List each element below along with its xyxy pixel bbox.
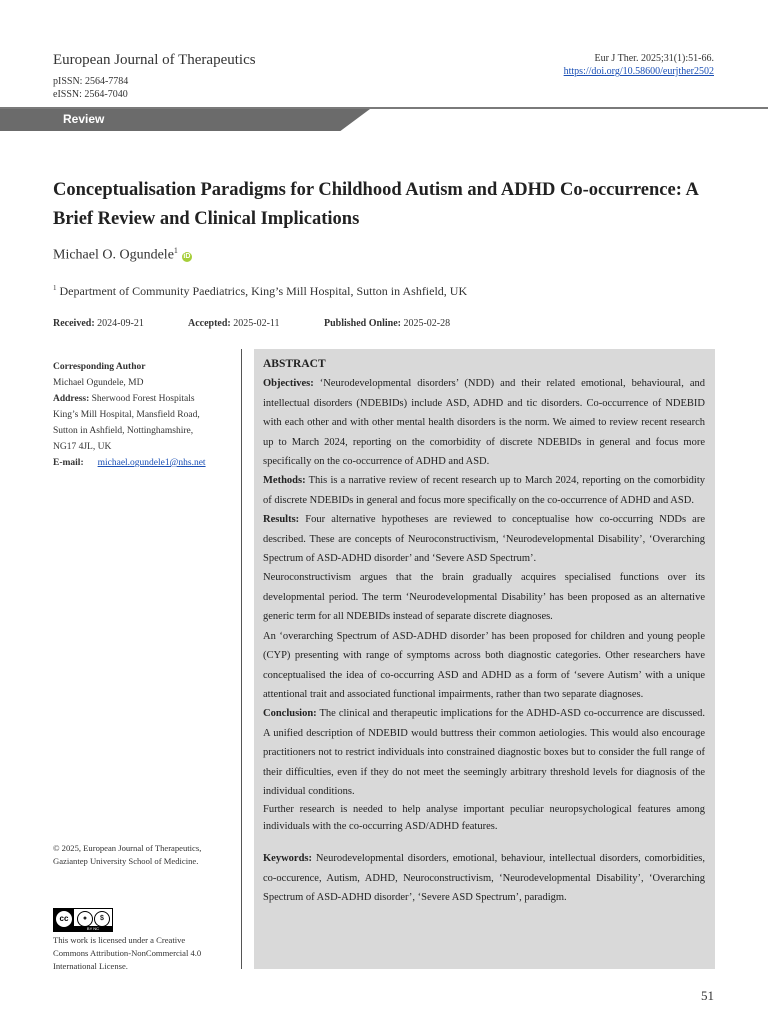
abstract-results: Results: Four alternative hypotheses are reviewed to conceptualise how co-occurring NDDs are described. These are concepts of Neuroconstructivism, ‘Neurodevelopmental Disability’, ‘Overarching Spectrum of ASD-ADHD disorder’ and ‘Severe ASD Spectrum’.	[263, 514, 705, 565]
author-sup: 1	[173, 246, 178, 255]
address-line: NG17 4JL, UK	[53, 442, 112, 452]
abstract-keywords: Keywords: Neurodevelopmental disorders, emotional, behaviour, intellectual disorders, comorbidities, co-occurence, Autism, ADHD, Neuroconstructivism, ‘Neurodevelopmental Disability’, ‘Overarching Spectrum of ASD-ADHD disorder’, ‘Severe ASD Spectrum’, paradigm.	[263, 853, 705, 904]
no-dollar-icon: $	[94, 911, 110, 927]
corresponding-email: E-mail: michael.ogundele1@nhs.net	[53, 458, 206, 468]
doi-link[interactable]: https://doi.org/10.58600/eurjther2502	[563, 66, 714, 77]
cc-badge-strip: BY NC	[74, 926, 112, 931]
corresponding-address: Address: Sherwood Forest Hospitals	[53, 394, 195, 404]
published-date: Published Online: 2025-02-28	[324, 318, 451, 329]
article-type-label: Review	[63, 112, 105, 126]
citation: Eur J Ther. 2025;31(1):51-66.	[594, 53, 714, 64]
orcid-icon[interactable]: iD	[183, 252, 191, 260]
email-link[interactable]: michael.ogundele1@nhs.net	[97, 458, 206, 468]
abstract-further: Further research is needed to help analyse important peculiar neuropsychological features among individuals with the co-occurring ASD/ADHD features.	[263, 804, 705, 833]
abstract-results-p3: An ‘overarching Spectrum of ASD-ADHD disorder’ has been proposed for children and young people (CYP) presenting with range of symptoms across both diagnostic categories. Other researchers have conceptualised the idea of co-occurring ASD and ADHD as a form of ‘severe Autism’ with a unique attentional trait and associated functional impairments, rather than two separate diagnoses.	[263, 630, 705, 700]
abstract-box	[254, 349, 715, 969]
address-line: King’s Mill Hospital, Mansfield Road,	[53, 410, 200, 420]
journal-name: European Journal of Therapeutics	[53, 52, 256, 68]
page-number: 51	[701, 988, 714, 1003]
license-text: This work is licensed under a Creative Commons Attribution-NonCommercial 4.0 International License.	[53, 935, 202, 971]
header-rule	[0, 107, 768, 109]
cc-icon: cc	[56, 911, 72, 927]
author-line	[53, 246, 192, 264]
pissn: pISSN: 2564-7784	[53, 76, 129, 87]
address-line: Sutton in Ashfield, Nottinghamshire,	[53, 426, 194, 436]
abstract-heading: ABSTRACT	[263, 358, 326, 370]
received-date: Received: 2024-09-21	[53, 318, 144, 329]
affiliation-text: Department of Community Paediatrics, King’s Mill Hospital, Sutton in Ashfield, UK	[56, 284, 468, 298]
cc-license-badge[interactable]	[53, 908, 113, 932]
eissn: eISSN: 2564-7040	[53, 89, 128, 100]
author-name: Michael O. Ogundele	[53, 247, 174, 263]
person-icon: ●	[77, 911, 93, 927]
corresponding-name: Michael Ogundele, MD	[53, 378, 144, 388]
corresponding-author	[53, 359, 233, 471]
column-divider	[241, 349, 242, 969]
accepted-date: Accepted: 2025-02-11	[188, 318, 280, 329]
affiliation-sup: 1	[53, 284, 57, 292]
abstract-results-p2: Neuroconstructivism argues that the brain gradually acquires specialised functions over its developmental period. The term ‘Neurodevelopmental Disability’ has been proposed as an alternative generic term for all NDEBIDs instead of separate discrete diagnoses.	[263, 572, 705, 623]
article-type-band	[0, 109, 370, 131]
abstract-conclusion: Conclusion: The clinical and therapeutic implications for the ADHD-ASD co-occurrence are discussed. A unified description of NDEBID would buttress their common aetiologies. This would also encourage practitioners not to restrict individuals into constrained diagnostic boxes but to consider the full range of their difficulties, even if they do not meet the seemingly arbitrary threshold levels for diagnosis of the individual conditions.	[263, 708, 705, 797]
abstract-objectives: Objectives: ‘Neurodevelopmental disorders’ (NDD) and their related emotional, behavioural, and intellectual disorders (NDEBIDs) include ASD, ADHD and tic disorders. Co-occurrence of NDEBID with each other and with other mental health disorders is the norm. We aimed to review recent research up to March 2024, reporting on the comorbidity of discrete NDEBIDs in general and focus more specifically on the co-occurrence of ADHD and ASD.	[263, 378, 705, 468]
abstract-methods: Methods: This is a narrative review of recent research up to March 2024, reporting on the comorbidity of discrete NDEBIDs in general and focus more specifically on the co-occurrence of ADHD and ASD.	[263, 475, 705, 506]
copyright-notice: © 2025, European Journal of Therapeutics, Gaziantep University School of Medicine.	[53, 843, 202, 866]
article-title: Conceptualisation Paradigms for Childhood Autism and ADHD Co-occurrence: A Brief Review and Clinical Implications	[53, 180, 698, 229]
corresponding-heading: Corresponding Author	[53, 362, 146, 372]
affiliation	[53, 284, 467, 299]
